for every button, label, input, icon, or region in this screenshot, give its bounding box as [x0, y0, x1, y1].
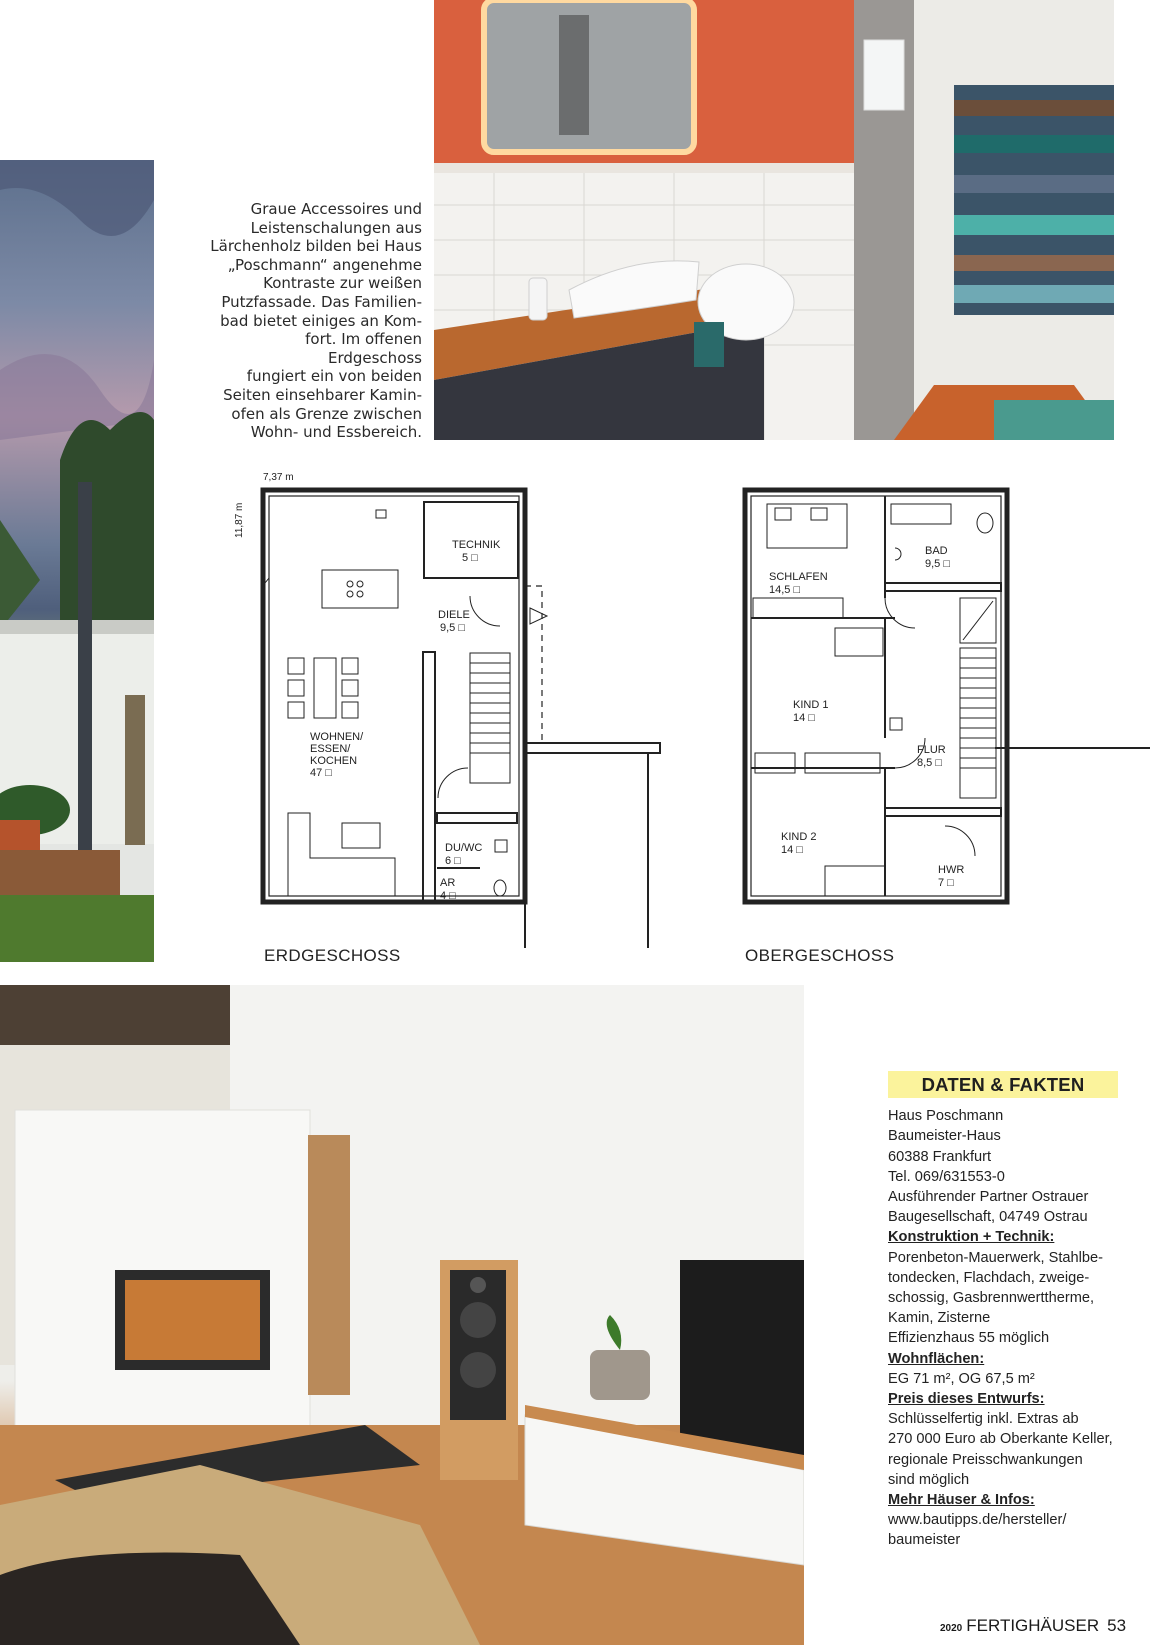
room-du-wc: DU/WC [445, 842, 483, 854]
footer-magazine: FERTIGHÄUSER [966, 1616, 1100, 1635]
room-essen: ESSEN/ [310, 743, 351, 755]
facts-link[interactable]: www.bautipps.de/hersteller/ [888, 1512, 1067, 1529]
facts-line: Schlüsselfertig inkl. Extras ab [888, 1411, 1079, 1428]
room-wohnen: WOHNEN/ [310, 731, 364, 743]
room-bad: BAD [925, 545, 948, 557]
erdgeschoss-room-labels [310, 539, 501, 902]
room-diele-area: 9,5 □ [440, 622, 465, 634]
caption-line: Wohn- und Essbereich. [250, 423, 422, 442]
facts-line: 270 000 Euro ab Oberkante Keller, [888, 1431, 1113, 1448]
caption-line: fort. Im offenen Erdgeschoss [305, 330, 422, 367]
footer-year: 2020 [940, 1623, 963, 1634]
room-du-wc-area: 6 □ [445, 855, 461, 867]
caption-line: „Poschmann“ angenehme [227, 255, 422, 274]
wohnflaechen-heading: Wohnflächen: [888, 1350, 985, 1367]
facts-line: Baugesellschaft, 04749 Ostrau [888, 1209, 1088, 1226]
living-room-photo [0, 985, 804, 1645]
facts-line: Porenbeton-Mauerwerk, Stahlbe- [888, 1249, 1103, 1266]
caption-line: Leistenschalungen aus [250, 218, 422, 237]
room-ar-area: 4 □ [440, 890, 456, 902]
caption-line: Seiten einsehbarer Kamin- [223, 385, 422, 404]
photo-caption [210, 200, 422, 442]
room-hwr: HWR [938, 864, 965, 876]
obergeschoss-room-labels [769, 545, 964, 889]
dimension-depth: 11,87 m [234, 502, 245, 538]
room-flur: FLUR [917, 744, 946, 756]
facts-line: Ausführender Partner Ostrauer [888, 1189, 1089, 1206]
bathroom-photo [434, 0, 1114, 440]
facts-line: Tel. 069/631553-0 [888, 1168, 1005, 1185]
facts-line: regionale Preisschwankungen [888, 1451, 1083, 1468]
facts-link[interactable]: baumeister [888, 1532, 961, 1549]
room-bad-area: 9,5 □ [925, 558, 950, 570]
preis-heading: Preis dieses Entwurfs: [888, 1391, 1045, 1408]
room-hwr-area: 7 □ [938, 877, 954, 889]
page-footer [940, 1616, 1126, 1636]
caption-line: Putzfassade. Das Familien- [221, 292, 422, 311]
room-schlafen-area: 14,5 □ [769, 584, 801, 596]
konstruktion-heading: Konstruktion + Technik: [888, 1229, 1055, 1246]
label-erdgeschoss: ERDGESCHOSS [264, 946, 401, 965]
caption-line: Lärchenholz bilden bei Haus [210, 237, 422, 256]
room-ar: AR [440, 877, 456, 889]
facts-line: Haus Poschmann [888, 1108, 1004, 1125]
floor-plans [230, 468, 1150, 968]
room-wohnen-area: 47 □ [310, 767, 332, 779]
room-kind-2: KIND 2 [781, 831, 817, 843]
caption-line: Graue Accessoires und [250, 200, 422, 218]
caption-line: ofen als Grenze zwischen [231, 404, 422, 423]
facts-line: schossig, Gasbrennwerttherme, [888, 1290, 1095, 1307]
room-kochen: KOCHEN [310, 755, 358, 767]
room-kind-1: KIND 1 [793, 699, 829, 711]
erdgeschoss-plan [261, 490, 660, 948]
facts-line: 60388 Frankfurt [888, 1148, 992, 1165]
infos-heading: Mehr Häuser & Infos: [888, 1492, 1035, 1509]
room-kind-1-area: 14 □ [793, 712, 815, 724]
caption-line: Kontraste zur weißen [263, 274, 422, 293]
facts-line: Kamin, Zisterne [888, 1310, 991, 1327]
facts-line: tondecken, Flachdach, zweige- [888, 1269, 1090, 1286]
caption-line: fungiert ein von beiden [246, 367, 422, 386]
room-schlafen: SCHLAFEN [769, 571, 828, 583]
exterior-photo [0, 160, 154, 962]
room-technik: TECHNIK [452, 539, 501, 551]
page-number: 53 [1107, 1616, 1127, 1635]
facts-line: EG 71 m², OG 67,5 m² [888, 1370, 1035, 1387]
facts-heading: DATEN & FAKTEN [888, 1071, 1118, 1098]
label-obergeschoss: OBERGESCHOSS [745, 946, 895, 965]
dimension-width: 7,37 m [263, 472, 294, 483]
room-flur-area: 8,5 □ [917, 757, 942, 769]
facts-line: Effizienzhaus 55 möglich [888, 1330, 1050, 1347]
facts-line: sind möglich [888, 1471, 970, 1488]
room-diele: DIELE [438, 609, 470, 621]
caption-line: bad bietet einiges an Kom- [220, 311, 422, 330]
room-kind-2-area: 14 □ [781, 844, 803, 856]
facts-line: Baumeister-Haus [888, 1128, 1001, 1145]
room-technik-area: 5 □ [462, 552, 478, 564]
facts-box [888, 1071, 1118, 1551]
